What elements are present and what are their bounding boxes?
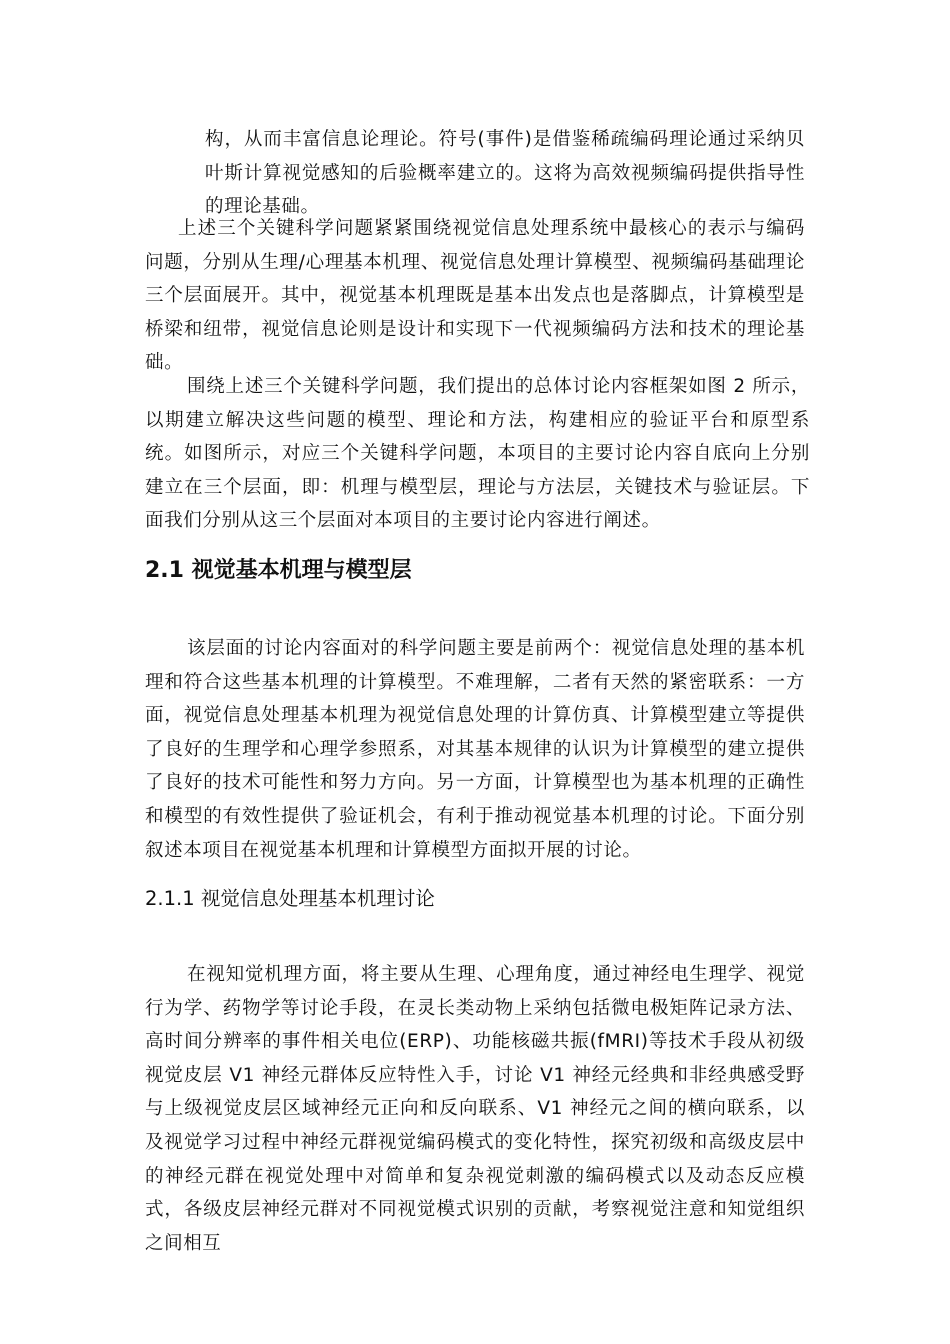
paragraph-continuation: 构，从而丰富信息论理论。符号(事件)是借鉴稀疏编码理论通过采纳贝叶斯计算视觉感知的后验概率建立的。这将为高效视频编码提供指导性的理论基础。 (205, 129, 805, 218)
section-heading-2-1-1: 2.1.1 视觉信息处理基本机理讨论 (145, 887, 435, 910)
paragraph-mechanism-model-layer: 该层面的讨论内容面对的科学问题主要是前两个：视觉信息处理的基本机理和符合这些基本机理的计算模型。不难理解，二者有天然的紧密联系：一方面，视觉信息处理基本机理为视觉信息处理的计算仿真、计算模型建立等提供了良好的生理学和心理学参照系，对其基本规律的认识为计算模型的建立提供了良好的技术可能性和努力方向。另一方面，计算模型也为基本机理的正确性和模型的有效性提供了验证机会，有利于推动视觉基本机理的讨论。下面分别叙述本项目在视觉基本机理和计算模型方面拟开展的讨论。 (145, 638, 805, 861)
section-heading-2-1: 2.1 视觉基本机理与模型层 (145, 558, 412, 583)
paragraph-key-issues-summary: 上述三个关键科学问题紧紧围绕视觉信息处理系统中最核心的表示与编码问题，分别从生理/心理基本机理、视觉信息处理计算模型、视频编码基础理论三个层面展开。其中，视觉基本机理既是基本出发点也是落脚点，计算模型是桥梁和纽带，视觉信息论则是设计和实现下一代视频编码方法和技术的理论基础。 (145, 218, 805, 374)
paragraph-framework-overview: 围绕上述三个关键科学问题，我们提出的总体讨论内容框架如图 2 所示，以期建立解决这些问题的模型、理论和方法，构建相应的验证平台和原型系统。如图所示，对应三个关键科学问题，本项目的主要讨论内容自底向上分别建立在三个层面，即：机理与模型层，理论与方法层，关键技术与验证层。下面我们分别从这三个层面对本项目的主要讨论内容进行阐述。 (145, 376, 810, 532)
paragraph-visual-mechanism-research: 在视知觉机理方面，将主要从生理、心理角度，通过神经电生理学、视觉行为学、药物学等讨论手段，在灵长类动物上采纳包括微电极矩阵记录方法、高时间分辨率的事件相关电位(ERP)、功能核磁共振(fMRI)等技术手段从初级视觉皮层 V1 神经元群体反应特性入手，讨论 V1 神经元经典和非经典感受野与上级视觉皮层区域神经元正向和反向联系、V1 神经元之间的横向联系，以及视觉学习过程中神经元群视觉编码模式的变化特性，探究初级和高级皮层中的神经元群在视觉处理中对简单和复杂视觉刺激的编码模式以及动态反应模式，各级皮层神经元群对不同视觉模式识别的贡献，考察视觉注意和知觉组织之间相互 (145, 964, 805, 1254)
